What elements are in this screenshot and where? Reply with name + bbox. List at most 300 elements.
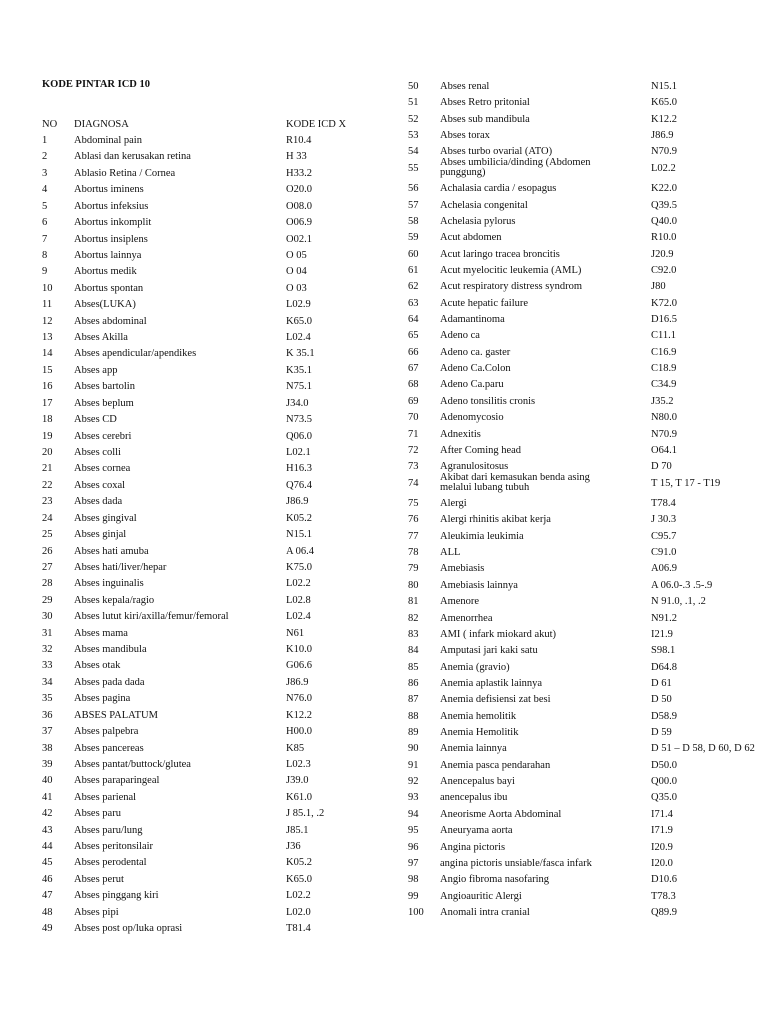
icd-code: D 59 <box>651 727 672 738</box>
icd-code: O06.9 <box>286 217 312 228</box>
icd-code: L02.4 <box>286 611 311 622</box>
diagnosis-name: Anencepalus bayi <box>440 776 515 787</box>
diagnosis-name: Anemia pasca pendarahan <box>440 760 551 771</box>
row-number: 72 <box>408 445 419 456</box>
diagnosis-name: Abses coxal <box>74 480 126 491</box>
row-number: 80 <box>408 580 419 591</box>
row-number: 70 <box>408 412 419 423</box>
row-number: 32 <box>42 644 53 655</box>
icd-code: J34.0 <box>286 398 309 409</box>
diagnosis-name: Abses cerebri <box>74 431 132 442</box>
icd-code: K10.0 <box>286 644 312 655</box>
row-number: 28 <box>42 578 53 589</box>
icd-code: J20.9 <box>651 249 674 260</box>
row-number: 30 <box>42 611 53 622</box>
diagnosis-name: Abses(LUKA) <box>74 299 136 310</box>
row-number: 79 <box>408 563 419 574</box>
icd-code: L02.2 <box>651 163 676 174</box>
icd-code: H00.0 <box>286 726 312 737</box>
diagnosis-name: Angioauritic Alergi <box>440 891 522 902</box>
diagnosis-name: Anemia hemolitik <box>440 711 517 722</box>
row-number: 99 <box>408 891 419 902</box>
icd-code: K65.0 <box>651 97 677 108</box>
icd-code: J85.1 <box>286 825 309 836</box>
icd-code: Q40.0 <box>651 216 677 227</box>
diagnosis-name: Abses paru/lung <box>74 825 143 836</box>
row-number: 35 <box>42 693 53 704</box>
icd-code: K65.0 <box>286 316 312 327</box>
icd-code: K65.0 <box>286 874 312 885</box>
diagnosis-name: Abses inguinalis <box>74 578 144 589</box>
icd-code: Q39.5 <box>651 200 677 211</box>
row-number: 52 <box>408 114 419 125</box>
icd-code: L02.9 <box>286 299 311 310</box>
row-number: 86 <box>408 678 419 689</box>
diagnosis-name: Abses peritonsilair <box>74 841 154 852</box>
icd-code: R10.4 <box>286 135 312 146</box>
diagnosis-name: Adeno Ca.paru <box>440 379 504 390</box>
diagnosis-name: Abses paraparingeal <box>74 775 160 786</box>
diagnosis-name: Abses app <box>74 365 118 376</box>
icd-code: C16.9 <box>651 347 677 358</box>
row-number: 78 <box>408 547 419 558</box>
diagnosis-name: Abses torax <box>440 130 490 141</box>
diagnosis-name: Amebiasis <box>440 563 485 574</box>
icd-code: J36 <box>286 841 301 852</box>
icd-code: N80.0 <box>651 412 677 423</box>
diagnosis-name: Achelasia congenital <box>440 200 528 211</box>
header-kode: KODE ICD X <box>286 119 347 130</box>
icd-code: N75.1 <box>286 381 312 392</box>
row-number: 6 <box>42 217 48 228</box>
diagnosis-name: Abortus medik <box>74 266 137 277</box>
diagnosis-name: Agranulositosus <box>440 461 509 472</box>
diagnosis-name: Aneorisme Aorta Abdominal <box>440 809 562 820</box>
icd-code: D58.9 <box>651 711 677 722</box>
icd-code: A 06.4 <box>286 546 315 557</box>
icd-code: K12.2 <box>651 114 677 125</box>
row-number: 46 <box>42 874 53 885</box>
diagnosis-name: Adenomycosio <box>440 412 504 423</box>
diagnosis-name: Anemia lainnya <box>440 743 507 754</box>
row-number: 68 <box>408 379 419 390</box>
diagnosis-name: Abses abdominal <box>74 316 147 327</box>
row-number: 14 <box>42 348 53 359</box>
row-number: 10 <box>42 283 53 294</box>
row-number: 33 <box>42 660 53 671</box>
diagnosis-name: Adeno tonsilitis cronis <box>440 396 536 407</box>
icd-code: K85 <box>286 743 305 754</box>
row-number: 54 <box>408 146 419 157</box>
icd-code: Q35.0 <box>651 792 677 803</box>
icd-code: D 51 – D 58, D 60, D 62 <box>651 743 755 754</box>
document-title: KODE PINTAR ICD 10 <box>42 79 151 90</box>
diagnosis-name: Ablasi dan kerusakan retina <box>74 151 191 162</box>
row-number: 15 <box>42 365 53 376</box>
diagnosis-name: ABSES PALATUM <box>74 710 158 721</box>
icd-code: H16.3 <box>286 463 312 474</box>
row-number: 74 <box>408 478 419 489</box>
icd-code: O 04 <box>286 266 307 277</box>
row-number: 98 <box>408 874 419 885</box>
diagnosis-name: Abses post op/luka oprasi <box>74 923 183 934</box>
row-number: 76 <box>408 514 419 525</box>
icd-code: D 70 <box>651 461 672 472</box>
row-number: 62 <box>408 281 419 292</box>
diagnosis-name: AMI ( infark miokard akut) <box>440 629 557 640</box>
diagnosis-name: Abses mandibula <box>74 644 147 655</box>
icd-code: O 05 <box>286 250 307 261</box>
diagnosis-name: Abses gingival <box>74 513 137 524</box>
row-number: 60 <box>408 249 419 260</box>
row-number: 43 <box>42 825 53 836</box>
diagnosis-name: ALL <box>440 547 461 558</box>
icd-code: I20.0 <box>651 858 673 869</box>
row-number: 19 <box>42 431 53 442</box>
row-number: 3 <box>42 168 48 179</box>
diagnosis-name: Abdominal pain <box>74 135 142 146</box>
icd-code: C95.7 <box>651 531 677 542</box>
icd-code: L02.2 <box>286 578 311 589</box>
row-number: 45 <box>42 857 53 868</box>
icd-code: H 33 <box>286 151 307 162</box>
icd-code: I71.9 <box>651 825 673 836</box>
diagnosis-name: Akibat dari kemasukan benda asing melalui lubang tubuh <box>440 472 590 493</box>
row-number: 27 <box>42 562 53 573</box>
diagnosis-name: Abses ginjal <box>74 529 127 540</box>
icd-code: N15.1 <box>651 81 677 92</box>
row-number: 1 <box>42 135 48 146</box>
row-number: 89 <box>408 727 419 738</box>
diagnosis-name: Abses apendicular/apendikes <box>74 348 197 359</box>
row-number: 49 <box>42 923 53 934</box>
diagnosis-name: Abses parienal <box>74 792 137 803</box>
diagnosis-name: Angio fibroma nasofaring <box>440 874 550 885</box>
icd-code: K22.0 <box>651 183 677 194</box>
icd-code: K75.0 <box>286 562 312 573</box>
header-no: NO <box>42 119 58 130</box>
diagnosis-name: angina pictoris unsiable/fasca infark <box>440 858 592 869</box>
icd-code: J86.9 <box>651 130 674 141</box>
row-number: 23 <box>42 496 53 507</box>
diagnosis-name: Acute hepatic failure <box>440 298 529 309</box>
icd-code: O 03 <box>286 283 307 294</box>
icd-code: L02.4 <box>286 332 311 343</box>
diagnosis-name: Anemia Hemolitik <box>440 727 519 738</box>
row-number: 34 <box>42 677 53 688</box>
diagnosis-name: Anemia aplastik lainnya <box>440 678 543 689</box>
icd-code: C92.0 <box>651 265 677 276</box>
row-number: 51 <box>408 97 419 108</box>
row-number: 82 <box>408 613 419 624</box>
icd-code: T 15, T 17 - T19 <box>651 478 721 489</box>
row-number: 29 <box>42 595 53 606</box>
diagnosis-name: Abortus iminens <box>74 184 144 195</box>
diagnosis-name: Abses bartolin <box>74 381 135 392</box>
row-number: 65 <box>408 330 419 341</box>
icd-code: L02.3 <box>286 759 311 770</box>
diagnosis-name: Acut myelocitic leukemia (AML) <box>440 265 582 276</box>
diagnosis-name: Abortus insiplens <box>74 234 148 245</box>
diagnosis-name: Abses dada <box>74 496 123 507</box>
diagnosis-name: Adeno ca <box>440 330 480 341</box>
row-number: 39 <box>42 759 53 770</box>
row-number: 92 <box>408 776 419 787</box>
diagnosis-name: Abses cornea <box>74 463 131 474</box>
icd-code: N70.9 <box>651 146 677 157</box>
row-number: 18 <box>42 414 53 425</box>
row-number: 11 <box>42 299 53 310</box>
diagnosis-name: Achelasia pylorus <box>440 216 516 227</box>
diagnosis-name: Ablasio Retina / Cornea <box>74 168 176 179</box>
diagnosis-name: Adamantinoma <box>440 314 505 325</box>
diagnosis-name: Abses pancereas <box>74 743 144 754</box>
diagnosis-name: Alergi <box>440 498 467 509</box>
icd-code: N76.0 <box>286 693 312 704</box>
diagnosis-name: After Coming head <box>440 445 522 456</box>
icd-code: A06.9 <box>651 563 677 574</box>
row-number: 93 <box>408 792 419 803</box>
diagnosis-name: Abses pagina <box>74 693 131 704</box>
diagnosis-name: Abses umbilicia/dinding (Abdomen punggung) <box>440 157 591 178</box>
row-number: 20 <box>42 447 53 458</box>
icd-code: N70.9 <box>651 429 677 440</box>
row-number: 97 <box>408 858 419 869</box>
row-number: 24 <box>42 513 53 524</box>
icd-code: K 35.1 <box>286 348 315 359</box>
row-number: 58 <box>408 216 419 227</box>
icd-code: J80 <box>651 281 666 292</box>
diagnosis-name: Aneuryama aorta <box>440 825 513 836</box>
diagnosis-name: Amenore <box>440 596 480 607</box>
icd-code: K61.0 <box>286 792 312 803</box>
icd-code: N15.1 <box>286 529 312 540</box>
row-number: 48 <box>42 907 53 918</box>
row-number: 59 <box>408 232 419 243</box>
row-number: 9 <box>42 266 48 277</box>
diagnosis-name: Abses kepala/ragio <box>74 595 155 606</box>
row-number: 38 <box>42 743 53 754</box>
icd-code: N91.2 <box>651 613 677 624</box>
row-number: 75 <box>408 498 419 509</box>
icd-code: C11.1 <box>651 330 676 341</box>
icd-code: D16.5 <box>651 314 677 325</box>
diagnosis-name: Amputasi jari kaki satu <box>440 645 538 656</box>
icd-code: Q00.0 <box>651 776 677 787</box>
row-number: 95 <box>408 825 419 836</box>
icd-code: D50.0 <box>651 760 677 771</box>
icd-code: D 50 <box>651 694 672 705</box>
icd-code: L02.1 <box>286 447 311 458</box>
diagnosis-name: Abses perodental <box>74 857 147 868</box>
diagnosis-name: Anemia (gravio) <box>440 662 510 673</box>
icd-code: K72.0 <box>651 298 677 309</box>
row-number: 31 <box>42 628 53 639</box>
row-number: 21 <box>42 463 53 474</box>
icd-code: S98.1 <box>651 645 676 656</box>
diagnosis-name: Acut respiratory distress syndrom <box>440 281 583 292</box>
icd-code: L02.2 <box>286 890 311 901</box>
diagnosis-name: Abses palpebra <box>74 726 139 737</box>
diagnosis-name: Abses paru <box>74 808 121 819</box>
icd-code: G06.6 <box>286 660 312 671</box>
row-number: 63 <box>408 298 419 309</box>
icd-code: C18.9 <box>651 363 677 374</box>
diagnosis-name: Abses CD <box>74 414 117 425</box>
row-number: 5 <box>42 201 48 212</box>
row-number: 66 <box>408 347 419 358</box>
row-number: 41 <box>42 792 53 803</box>
row-number: 13 <box>42 332 53 343</box>
row-number: 84 <box>408 645 419 656</box>
icd-code: Q76.4 <box>286 480 312 491</box>
row-number: 56 <box>408 183 419 194</box>
icd-code: Q89.9 <box>651 907 677 918</box>
row-number: 64 <box>408 314 419 325</box>
icd-code: J86.9 <box>286 496 309 507</box>
icd-code: D10.6 <box>651 874 677 885</box>
row-number: 94 <box>408 809 419 820</box>
row-number: 36 <box>42 710 53 721</box>
diagnosis-name: Abses mama <box>74 628 128 639</box>
row-number: 7 <box>42 234 48 245</box>
row-number: 77 <box>408 531 419 542</box>
row-number: 83 <box>408 629 419 640</box>
diagnosis-name: Adeno ca. gaster <box>440 347 511 358</box>
row-number: 12 <box>42 316 53 327</box>
icd-code: J35.2 <box>651 396 674 407</box>
row-number: 87 <box>408 694 419 705</box>
icd-code: N61 <box>286 628 305 639</box>
icd-code: K35.1 <box>286 365 312 376</box>
row-number: 25 <box>42 529 53 540</box>
row-number: 4 <box>42 184 48 195</box>
icd-code: H33.2 <box>286 168 312 179</box>
icd-code: O02.1 <box>286 234 312 245</box>
row-number: 57 <box>408 200 419 211</box>
diagnosis-name: Abses Akilla <box>74 332 128 343</box>
diagnosis-name: Abses beplum <box>74 398 134 409</box>
diagnosis-name: Anomali intra cranial <box>440 907 530 918</box>
diagnosis-name: Abses otak <box>74 660 121 671</box>
icd-code: L02.0 <box>286 907 311 918</box>
diagnosis-name: Abortus lainnya <box>74 250 142 261</box>
icd-code: N73.5 <box>286 414 312 425</box>
icd-code: C34.9 <box>651 379 677 390</box>
icd-code: J39.0 <box>286 775 309 786</box>
icd-code: Q06.0 <box>286 431 312 442</box>
icd-code: J 85.1, .2 <box>286 808 325 819</box>
row-number: 22 <box>42 480 53 491</box>
diagnosis-name: Abses pada dada <box>74 677 145 688</box>
icd-code: K05.2 <box>286 857 312 868</box>
icd-code: I21.9 <box>651 629 673 640</box>
icd-code: O64.1 <box>651 445 677 456</box>
diagnosis-name: Anemia defisiensi zat besi <box>440 694 551 705</box>
row-number: 91 <box>408 760 419 771</box>
icd-code: T78.3 <box>651 891 676 902</box>
row-number: 2 <box>42 151 48 162</box>
diagnosis-name: Abses perut <box>74 874 124 885</box>
icd-code: J86.9 <box>286 677 309 688</box>
diagnosis-name: Abses pipi <box>74 907 119 918</box>
icd-code: T81.4 <box>286 923 311 934</box>
row-number: 47 <box>42 890 53 901</box>
diagnosis-name: Alergi rhinitis akibat kerja <box>440 514 551 525</box>
icd-code: L02.8 <box>286 595 311 606</box>
icd-code: K05.2 <box>286 513 312 524</box>
diagnosis-name: Abses hati/liver/hepar <box>74 562 167 573</box>
diagnosis-name: Abses colli <box>74 447 121 458</box>
diagnosis-name: Acut abdomen <box>440 232 502 243</box>
icd-code: O20.0 <box>286 184 312 195</box>
diagnosis-name: Abses turbo ovarial (ATO) <box>440 146 553 157</box>
row-number: 44 <box>42 841 53 852</box>
diagnosis-name: Acut laringo tracea broncitis <box>440 249 560 260</box>
diagnosis-name: Abortus inkomplit <box>74 217 152 228</box>
icd-code: R10.0 <box>651 232 677 243</box>
diagnosis-name: Amenorrhea <box>440 613 493 624</box>
row-number: 26 <box>42 546 53 557</box>
icd-code: I71.4 <box>651 809 673 820</box>
diagnosis-name: Abses pantat/buttock/glutea <box>74 759 191 770</box>
diagnosis-name: Angina pictoris <box>440 842 506 853</box>
row-number: 61 <box>408 265 419 276</box>
row-number: 17 <box>42 398 53 409</box>
icd-code: J 30.3 <box>651 514 677 525</box>
diagnosis-name: anencepalus ibu <box>440 792 508 803</box>
diagnosis-name: Abses pinggang kiri <box>74 890 159 901</box>
row-number: 88 <box>408 711 419 722</box>
icd-code: K12.2 <box>286 710 312 721</box>
diagnosis-name: Abses hati amuba <box>74 546 149 557</box>
diagnosis-name: Abortus infeksius <box>74 201 149 212</box>
row-number: 100 <box>408 907 424 918</box>
row-number: 67 <box>408 363 419 374</box>
icd-code: D64.8 <box>651 662 677 673</box>
row-number: 37 <box>42 726 53 737</box>
diagnosis-name: Adnexitis <box>440 429 481 440</box>
header-diagnosa: DIAGNOSA <box>74 119 129 130</box>
row-number: 40 <box>42 775 53 786</box>
row-number: 53 <box>408 130 419 141</box>
row-number: 50 <box>408 81 419 92</box>
row-number: 55 <box>408 163 419 174</box>
diagnosis-name: Amebiasis lainnya <box>440 580 518 591</box>
icd-code: D 61 <box>651 678 672 689</box>
row-number: 90 <box>408 743 419 754</box>
icd-code: N 91.0, .1, .2 <box>651 596 706 607</box>
row-number: 8 <box>42 250 48 261</box>
icd-code: T78.4 <box>651 498 676 509</box>
diagnosis-name: Adeno Ca.Colon <box>440 363 511 374</box>
diagnosis-name: Abses renal <box>440 81 490 92</box>
row-number: 42 <box>42 808 53 819</box>
icd-code: C91.0 <box>651 547 677 558</box>
icd-code: I20.9 <box>651 842 673 853</box>
icd-code: O08.0 <box>286 201 312 212</box>
row-number: 85 <box>408 662 419 673</box>
diagnosis-name: Abses lutut kiri/axilla/femur/femoral <box>74 611 229 622</box>
row-number: 16 <box>42 381 53 392</box>
row-number: 73 <box>408 461 419 472</box>
row-number: 81 <box>408 596 419 607</box>
diagnosis-name: Achalasia cardia / esopagus <box>440 183 557 194</box>
diagnosis-name: Abses Retro pritonial <box>440 97 530 108</box>
diagnosis-name: Abses sub mandibula <box>440 114 530 125</box>
row-number: 69 <box>408 396 419 407</box>
row-number: 71 <box>408 429 419 440</box>
